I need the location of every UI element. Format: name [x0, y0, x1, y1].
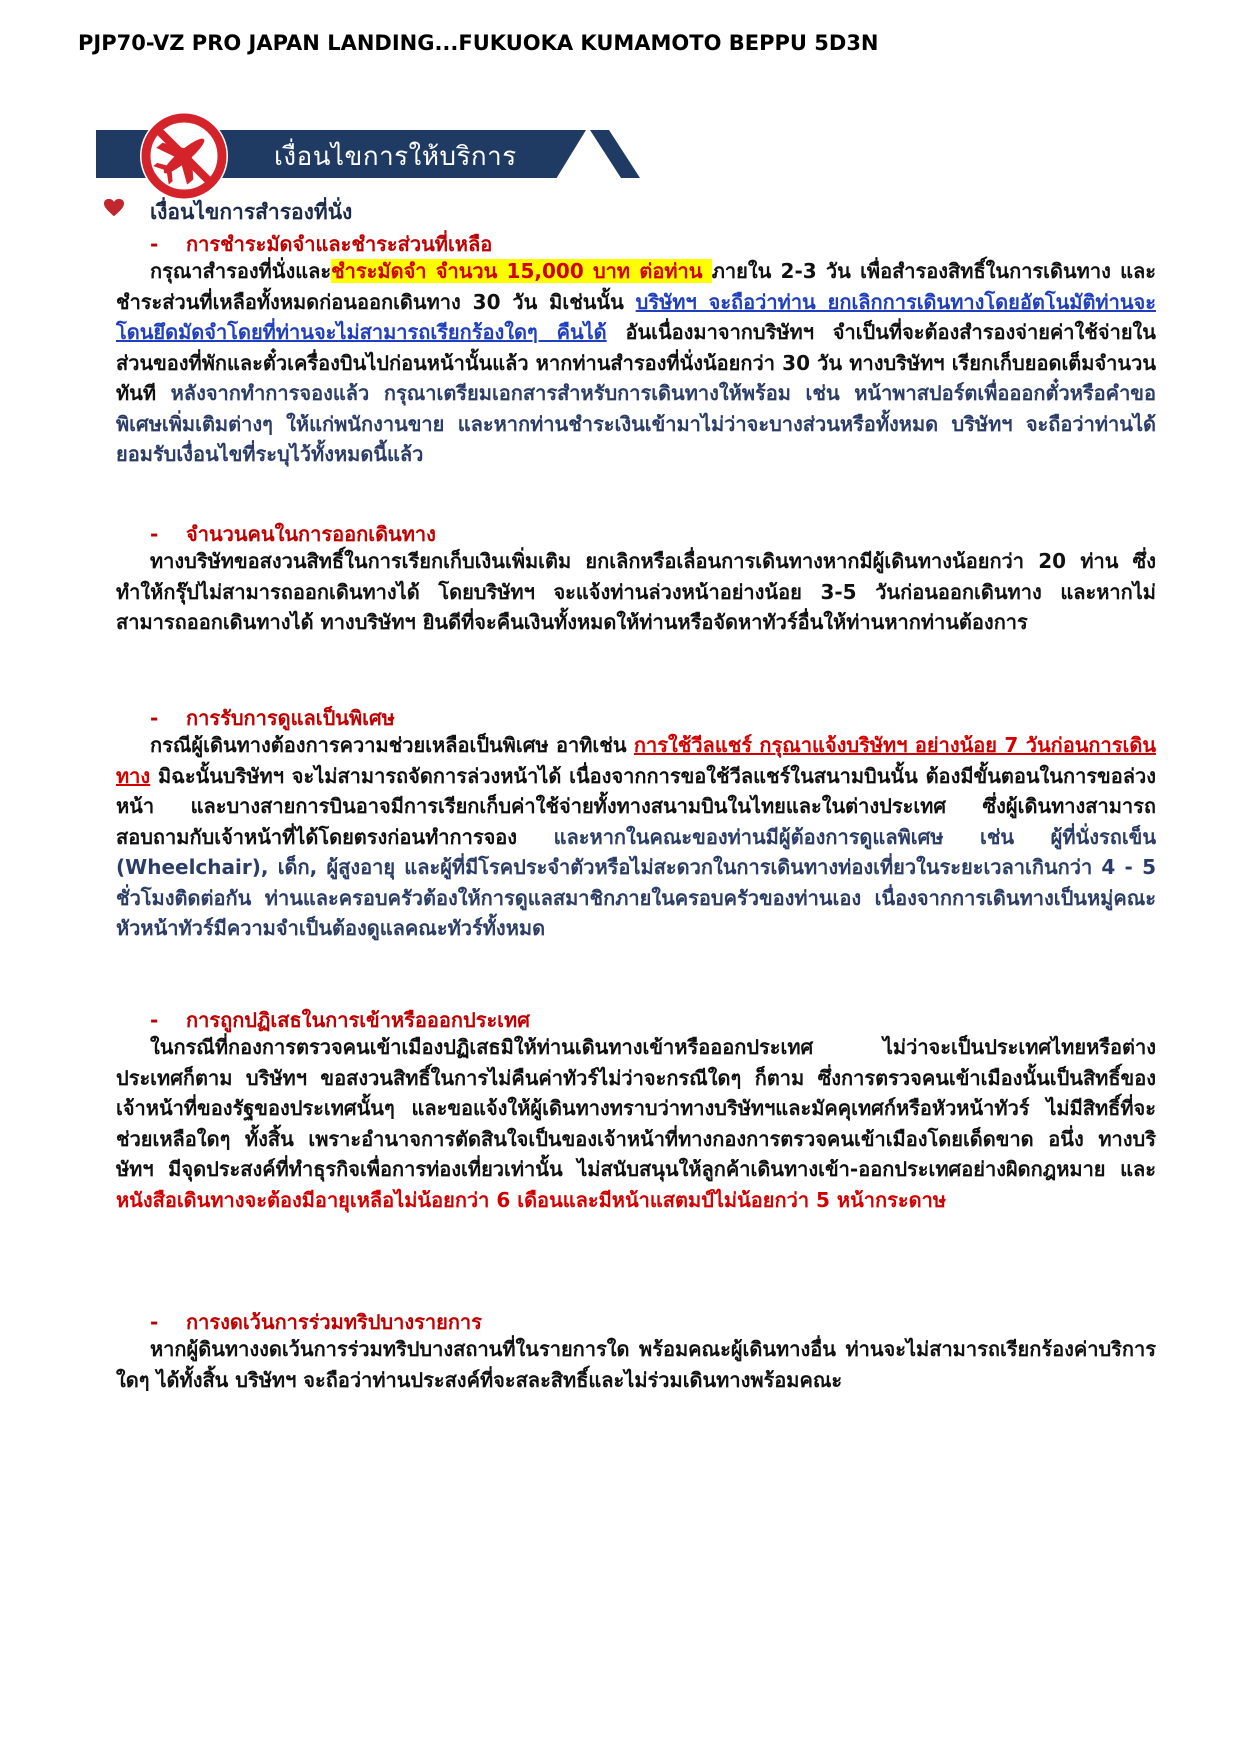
banner-title: เงื่อนไขการให้บริการ	[274, 142, 517, 172]
paragraph-skip	[116, 1334, 1156, 1395]
section-heading: เงื่อนไขการสำรองที่นั่ง	[150, 200, 353, 224]
navy-note: หลังจากทำการจองแล้ว กรุณาเตรียมเอกสารสำหรับการเดินทางให้พร้อม เช่น หน้าพาสปอร์ตเพื่อออกตั๋วหรือคำขอพิเศษเพิ่มเติมต่างๆ ให้แก่พนักงานขาย และหากท่านชำระเงินเข้ามาไม่ว่าจะบางส่วนหรือทั้งหมด บริษัทฯ จะถือว่าท่านได้ยอมรับเงื่อนไขที่ระบุไว้ทั้งหมดนี้แล้ว	[116, 381, 1156, 466]
banner-stripe	[590, 130, 640, 178]
subheading-text: การรับการดูแลเป็นพิเศษ	[186, 706, 395, 730]
subheading-text: การงดเว้นการร่วมทริปบางรายการ	[186, 1310, 482, 1334]
text: กรุณาสำรองที่นั่งและ	[150, 259, 332, 283]
paragraph-group-size	[116, 546, 1156, 638]
text: มิฉะนั้นบริษัทฯ จะไม่สามารถจัดการล่วงหน้าได้ เนื่องจากการขอใช้วีลแชร์ในสนามบินนั้น ต้องมีขั้นตอนในการขอล่วงหน้า และบางสายการบินอาจมีการเรียกเก็บค่าใช้จ่ายทั้งทางสนามบินในไทยและในต่างประเทศ ซึ่งผู้เดินทางสามารถสอบถามกับเจ้าหน้าที่ได้โดยตรงก่อนทำการจอง	[116, 763, 1156, 849]
text: ในกรณีที่กองการตรวจคนเข้าเมืองปฏิเสธมิให้ท่านเดินทางเข้าหรือออกประเทศ ไม่ว่าจะเป็นประเทศไทยหรือต่างประเทศก็ตาม บริษัทฯ ขอสงวนสิทธิ์ในการไม่คืนค่าทัวร์ไม่ว่าจะกรณีใดๆ ก็ตาม ซึ่งการตรวจคนเข้าเมืองนั้นเป็นสิทธิ์ของเจ้าหน้าที่ของรัฐของประเทศนั้นๆ และขอแจ้งให้ผู้เดินทางทราบว่าทางบริษัทฯและมัคคุเทศก์หรือหัวหน้าทัวร์ ไม่มีสิทธิ์ที่จะช่วยเหลือใดๆ ทั้งสิ้น เพราะอำนาจการตัดสินใจเป็นของเจ้าหน้าที่ทางกองการตรวจคนเข้าเมืองโดยเด็ดขาด อนึ่ง ทางบริษัทฯ มีจุดประสงค์ที่ทำธุรกิจเพื่อการท่องเที่ยวเท่านั้น ไม่สนับสนุนให้ลูกค้าเดินทางเข้า-ออกประเทศอย่างผิดกฎหมาย และ	[116, 1035, 1156, 1181]
no-flight-icon	[138, 110, 230, 202]
subheading-text: การถูกปฏิเสธในการเข้าหรือออกประเทศ	[186, 1008, 530, 1032]
passport-requirement: หนังสือเดินทางจะต้องมีอายุเหลือไม่น้อยกว่า 6 เดือนและมีหน้าแสตมป์ไม่น้อยกว่า 5 หน้ากระดาษ	[116, 1187, 946, 1212]
document-header: PJP70-VZ PRO JAPAN LANDING...FUKUOKA KUMAMOTO BEPPU 5D3N	[78, 31, 879, 55]
paragraph-immigration	[116, 1032, 1156, 1215]
section-banner	[96, 128, 656, 180]
paragraph-special-care	[116, 730, 1156, 944]
dash: -	[150, 232, 159, 256]
highlighted-deposit: ชำระมัดจำ จำนวน 15,000 บาท ต่อท่าน	[331, 259, 712, 283]
dash: -	[150, 522, 159, 546]
dash: -	[150, 1310, 159, 1334]
text: หากผู้ดินทางงดเว้นการร่วมทริปบางสถานที่ในรายการใด พร้อมคณะผู้เดินทางอื่น ท่านจะไม่สามารถเรียกร้องค่าบริการใดๆ ได้ทั้งสิ้น บริษัทฯ จะถือว่าท่านประสงค์ที่จะสละสิทธิ์และไม่ร่วมเดินทางพร้อมคณะ	[116, 1337, 1156, 1392]
heart-icon	[103, 197, 125, 219]
dash: -	[150, 706, 159, 730]
navy-note: และหากในคณะของท่านมีผู้ต้องการดูแลพิเศษ เช่น ผู้ที่นั่งรถเข็น (Wheelchair), เด็ก, ผู้สูงอายุ และผู้ที่มีโรคประจำตัวหรือไม่สะดวกในการเดินทางท่องเที่ยวในระยะเวลาเกินกว่า 4 - 5 ชั่วโมงติดต่อกัน ท่านและครอบครัวต้องให้การดูแลสมาชิกภายในครอบครัวของท่านเอง เนื่องจากการเดินทางเป็นหมู่คณะ หัวหน้าทัวร์มีความจำเป็นต้องดูแลคณะทัวร์ทั้งหมด	[116, 824, 1156, 940]
subheading-text: จำนวนคนในการออกเดินทาง	[186, 522, 436, 546]
wheelchair-notice: การใช้วีลแชร์ กรุณาแจ้งบริษัทฯ อย่างน้อย 7 วันก่อนการเดินทาง	[116, 733, 1156, 788]
subheading-text: การชำระมัดจำและชำระส่วนที่เหลือ	[186, 232, 493, 256]
paragraph-deposit	[116, 256, 1156, 470]
text: ภายใน 2-3 วัน เพื่อสำรองสิทธิ์ในการเดินทาง และชำระส่วนที่เหลือทั้งหมดก่อนออกเดินทาง 30 วัน มิเช่นนั้น	[116, 259, 1156, 314]
text: ทางบริษัทขอสงวนสิทธิ์ในการเรียกเก็บเงินเพิ่มเติม ยกเลิกหรือเลื่อนการเดินทางหากมีผู้เดินทางน้อยกว่า 20 ท่าน ซึ่งทำให้กรุ๊ปไม่สามารถออกเดินทางได้ โดยบริษัทฯ จะแจ้งท่านล่วงหน้าอย่างน้อย 3-5 วันก่อนออกเดินทาง และหากไม่สามารถออกเดินทางได้ ทางบริษัทฯ ยินดีที่จะคืนเงินทั้งหมดให้ท่านหรือจัดหาทัวร์อื่นให้ท่านหากท่านต้องการ	[116, 549, 1156, 634]
dash: -	[150, 1008, 159, 1032]
text: อันเนื่องมาจากบริษัทฯ จำเป็นที่จะต้องสำรองจ่ายค่าใช้จ่ายในส่วนของที่พักและตั๋วเครื่องบินไปก่อนหน้านั้นแล้ว หากท่านสำรองที่นั่งน้อยกว่า 30 วัน ทางบริษัทฯ เรียกเก็บยอดเต็มจำนวนทันที	[116, 320, 1156, 405]
underlined-warning: บริษัทฯ จะถือว่าท่าน ยกเลิกการเดินทางโดยอัตโนมัติท่านจะโดนยึดมัดจำโดยที่ท่านจะไม่สามารถเรียกร้องใดๆ คืนได้	[116, 289, 1156, 344]
text: กรณีผู้เดินทางต้องการความช่วยเหลือเป็นพิเศษ อาทิเช่น	[150, 733, 634, 757]
